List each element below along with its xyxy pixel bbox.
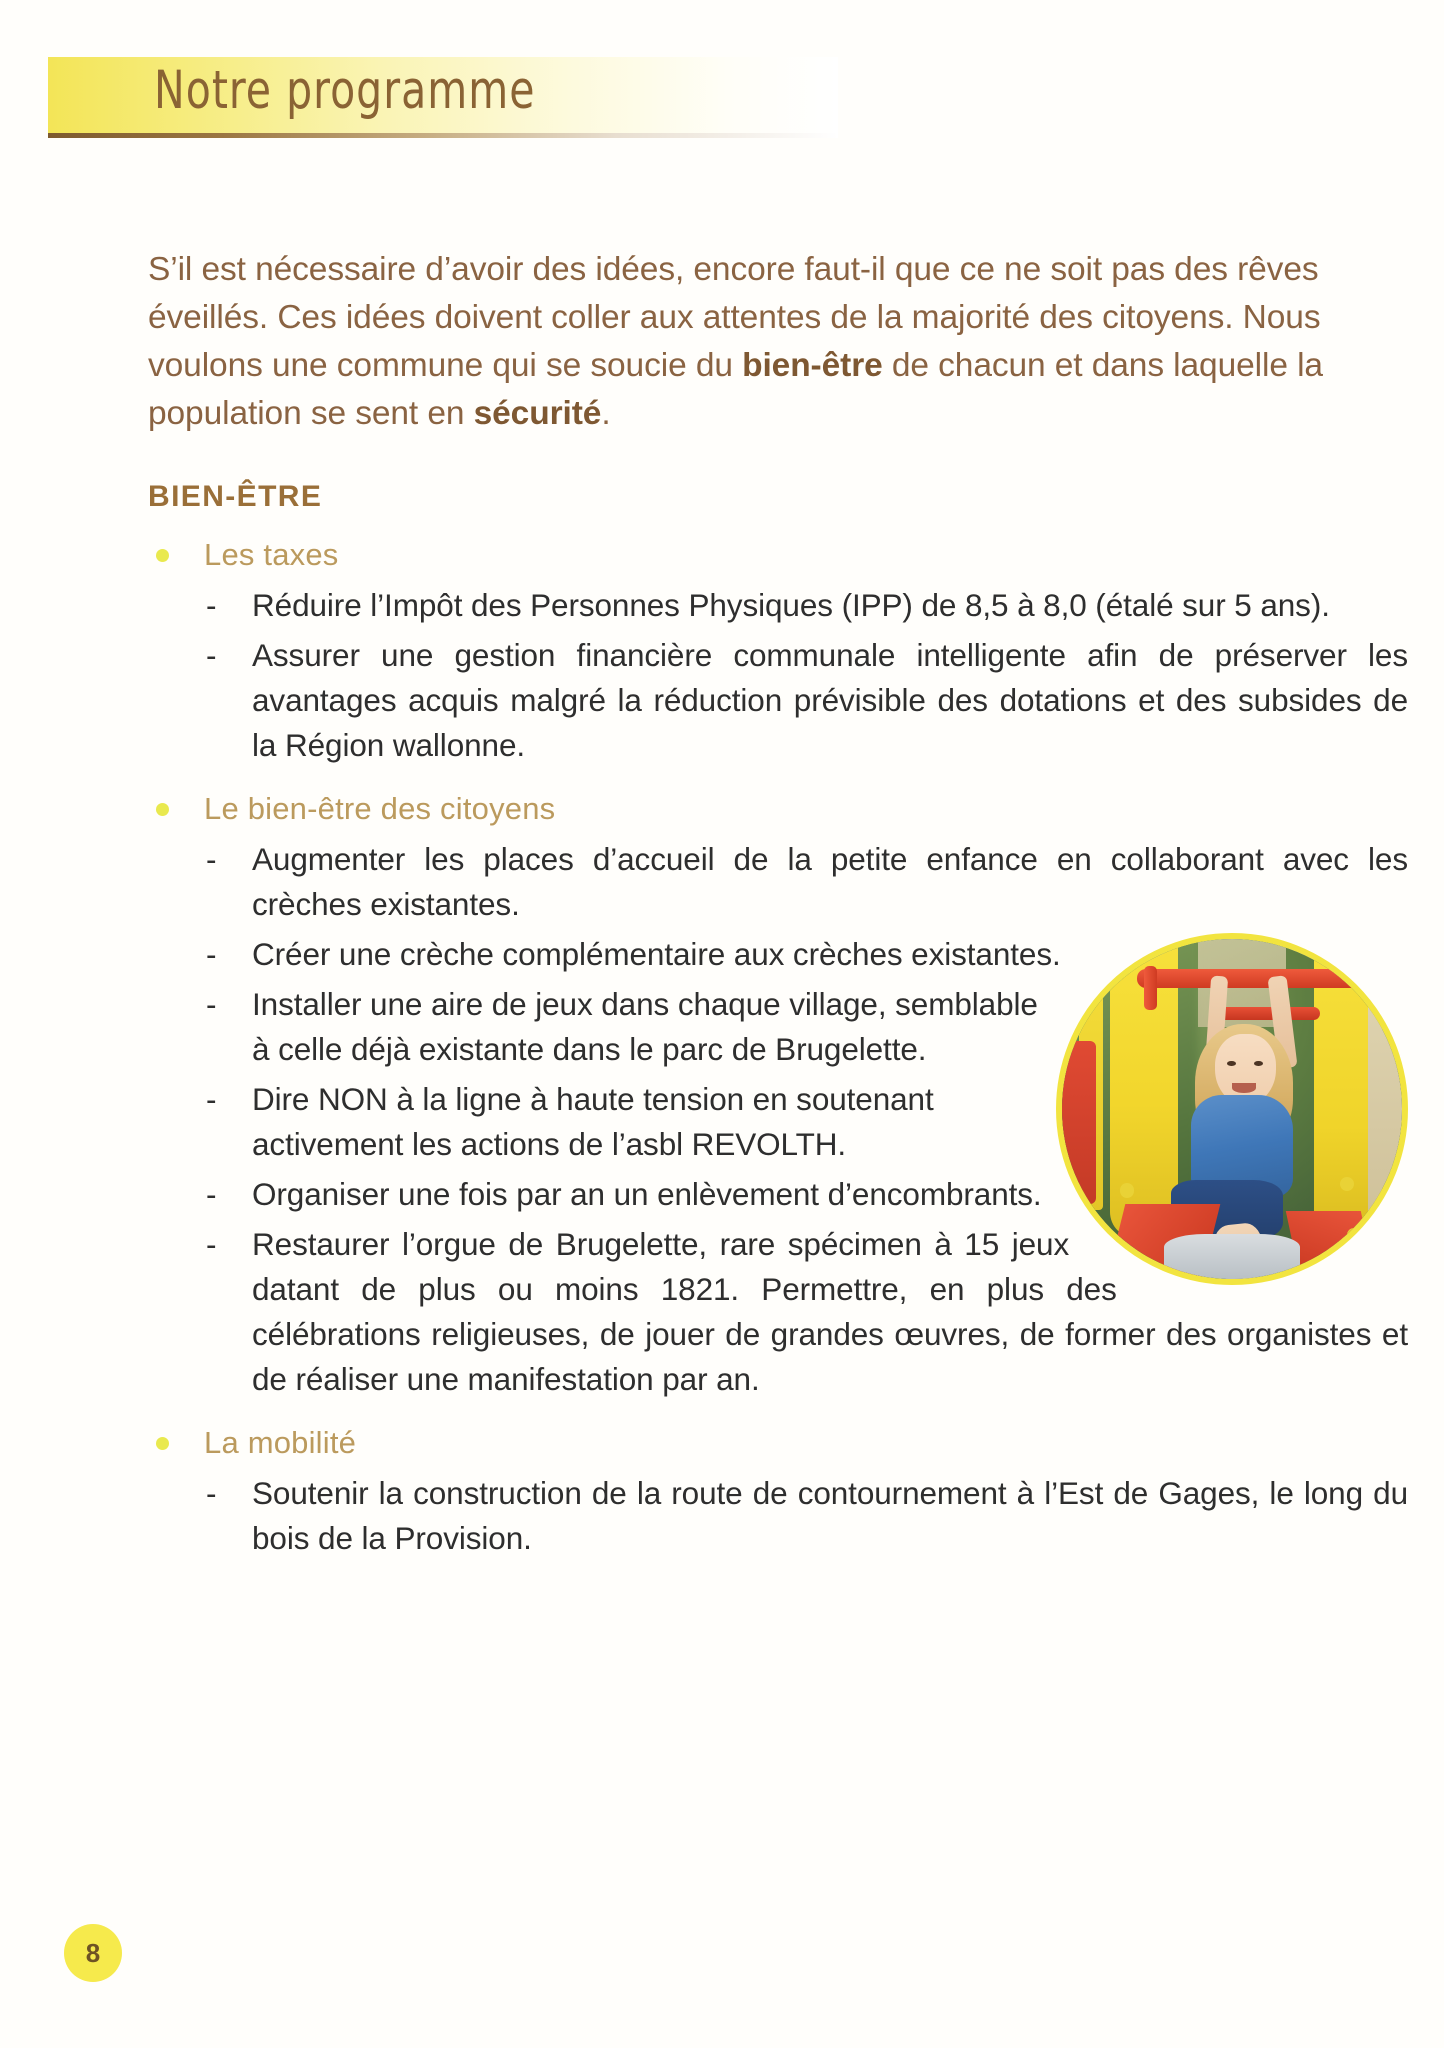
bullet-dot-icon [156,549,169,562]
group-label-bien-etre-citoyens [148,786,1408,832]
list-item-text: Organiser une fois par an un enlèvement d’encombrants. [252,1175,1042,1212]
intro-bold-bien-etre: bien-être [742,346,883,384]
list-item-text: Assurer une gestion financière communale intelligente afin de préserver les avantages acquis malgré la réduction prévisible des dotations et des subsides de la Région wallonne. [252,636,1408,763]
group-label-text: La mobilité [204,1424,357,1460]
dash-marker-icon: - [206,985,217,1022]
intro-bold-securite: sécurité [473,394,602,432]
list-item [148,1471,1408,1561]
page-number-badge: 8 [64,1924,122,1982]
content-column [148,212,1408,1561]
list-item [148,1222,1408,1402]
list-item-text: Restaurer l’orgue de Brugelette, rare spécimen à 15 jeux datant de plus ou moins 1821. Permettre, en plus des célébrations religieuses, de jouer de grandes œuvres, de former des organistes et de réaliser une manifestation par an. [252,1225,1408,1397]
dash-marker-icon: - [206,935,217,972]
list-item [148,932,1408,977]
list-item-text: Soutenir la construction de la route de contournement à l’Est de Gages, le long du bois de la Provision. [252,1474,1408,1556]
group-label-text: Les taxes [204,536,339,572]
list-item [148,1172,1408,1217]
bullet-dot-icon [156,1437,169,1450]
section-heading-bien-etre: BIEN-ÊTRE [148,479,323,513]
dash-marker-icon: - [206,1080,217,1117]
list-item-text: Réduire l’Impôt des Personnes Physiques (IPP) de 8,5 à 8,0 (étalé sur 5 ans). [252,586,1330,623]
dash-marker-icon: - [206,1225,217,1262]
list-item [148,1077,1408,1167]
intro-text-2: de chacun et dans laquelle la population se sent en [148,346,1323,432]
group-label-la-mobilite [148,1420,1408,1466]
group-items-les-taxes [148,583,1408,768]
dash-marker-icon: - [206,1175,217,1212]
intro-text-3: . [601,394,611,432]
dash-marker-icon: - [206,586,217,623]
group-items-bien-etre-citoyens [148,837,1408,1402]
header-underline [48,133,838,138]
list-item-text: Installer une aire de jeux dans chaque village, semblable à celle déjà existante dans le parc de Brugelette. [252,985,1038,1067]
dash-marker-icon: - [206,1474,217,1511]
list-item [148,982,1408,1072]
group-label-les-taxes [148,532,1408,578]
list-item-text: Dire NON à la ligne à haute tension en soutenant activement les actions de l’asbl REVOLTH. [252,1080,934,1162]
list-item [148,837,1408,927]
dash-marker-icon: - [206,636,217,673]
group-label-text: Le bien-être des citoyens [204,790,556,826]
list-item [148,633,1408,768]
bullet-dot-icon [156,803,169,816]
list-item [148,583,1408,628]
intro-paragraph [148,246,1406,438]
page-title: Notre programme [154,60,536,121]
intro-text-1: S’il est nécessaire d’avoir des idées, encore faut-il que ce ne soit pas des rêves éveillés. Ces idées doivent coller aux attentes de la majorité des citoyens. Nous voulons une commune qui se soucie du [148,250,1321,384]
dash-marker-icon: - [206,840,217,877]
list-item-text: Créer une crèche complémentaire aux crèches existantes. [252,935,1061,972]
group-items-la-mobilite [148,1471,1408,1561]
list-item-text: Augmenter les places d’accueil de la petite enfance en collaborant avec les crèches existantes. [252,840,1408,922]
